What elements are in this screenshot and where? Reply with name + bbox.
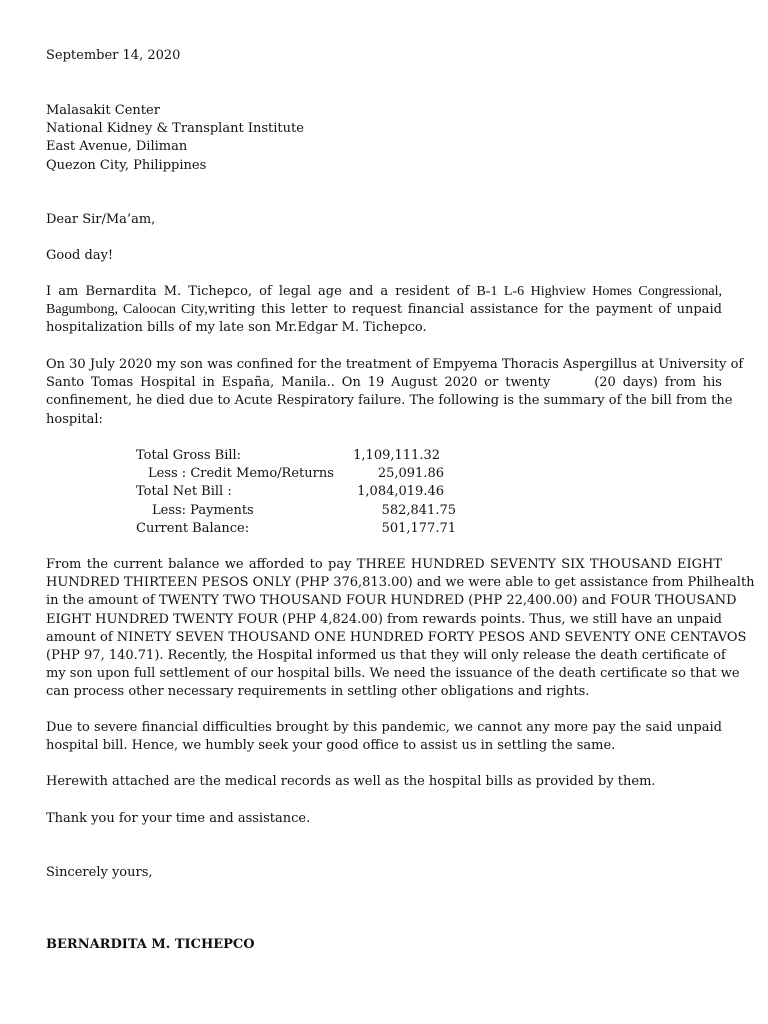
bill-label: Total Net Bill : <box>136 484 232 500</box>
attachments-note: Herewith attached are the medical records as well as the hospital bills as provided by them. <box>46 774 656 789</box>
bill-amount: 1,084,019.46 <box>357 484 444 500</box>
bill-summary <box>136 447 456 538</box>
thanks-line: Thank you for your time and assistance. <box>46 811 311 826</box>
recipient-line: East Avenue, Diliman <box>46 139 188 155</box>
recipient-line: Malasakit Center <box>46 103 160 118</box>
bill-row <box>136 520 456 538</box>
bill-label: Less: Payments <box>152 502 254 518</box>
closing: Sincerely yours, <box>46 865 153 880</box>
bill-label: Total Gross Bill: <box>136 448 242 463</box>
confinement-paragraph: On 30 July 2020 my son was confined for the treatment of Empyema Thoracis Aspergillus at University of Santo Tomas Hospital in España, Manila.. On 19 August 2020 or twenty (20 days) from his confinement, he died due to Acute Respiratory failure. The following is the summary of the bill from the hospital: <box>46 357 744 427</box>
recipient-line: National Kidney & Transplant Institute <box>46 121 304 137</box>
recipient-address <box>46 102 722 175</box>
bill-row <box>136 502 456 520</box>
letter-date: September 14, 2020 <box>46 48 181 63</box>
signatory-name: BERNARDITA M. TICHEPCO <box>46 937 255 952</box>
bill-row <box>136 465 456 483</box>
bill-amount: 1,109,111.32 <box>353 448 440 463</box>
bill-amount: 25,091.86 <box>377 466 444 482</box>
bill-label: Less : Credit Memo/Returns <box>148 466 334 482</box>
intro-paragraph: I am Bernardita M. Tichepco, of legal age and a resident of B-1 L-6 Highview Homes Congressional, Bagumbong, Caloocan City,writing this letter to request financial assistance for the payment of unpaid hospitalization bills of my late son Mr.Edgar M. Tichepco. <box>46 284 722 336</box>
bill-row <box>136 483 456 501</box>
greeting: Good day! <box>46 248 114 263</box>
bill-amount: 582,841.75 <box>381 502 456 518</box>
bill-amount: 501,177.71 <box>381 520 456 536</box>
bill-label: Current Balance: <box>136 520 250 536</box>
balance-paragraph: From the current balance we afforded to pay THREE HUNDRED SEVENTY SIX THOUSAND EIGHT HUNDRED THIRTEEN PESOS ONLY (PHP 376,813.00) and we were able to get assistance from Philhealth in the amount of TWENTY TWO THOUSAND FOUR HUNDRED (PHP 22,400.00) and FOUR THOUSAND EIGHT HUNDRED TWENTY FOUR (PHP 4,824.00) from rewards points. Thus, we still have an unpaid amount of NINETY SEVEN THOUSAND ONE HUNDRED FORTY PESOS AND SEVENTY ONE CENTAVOS (PHP 97, 140.71). Recently, the Hospital informed us that they will only release the death certificate of my son upon full settlement of our hospital bills. We need the issuance of the death certificate so that we can process other necessary requirements in settling other obligations and rights. <box>46 557 755 700</box>
salutation: Dear Sir/Ma’am, <box>46 212 156 227</box>
bill-row <box>136 447 456 465</box>
hardship-paragraph: Due to severe financial difficulties brought by this pandemic, we cannot any more pay the said unpaid hospital bill. Hence, we humbly seek your good office to assist us in settling the same. <box>46 720 722 754</box>
recipient-line: Quezon City, Philippines <box>46 157 207 173</box>
